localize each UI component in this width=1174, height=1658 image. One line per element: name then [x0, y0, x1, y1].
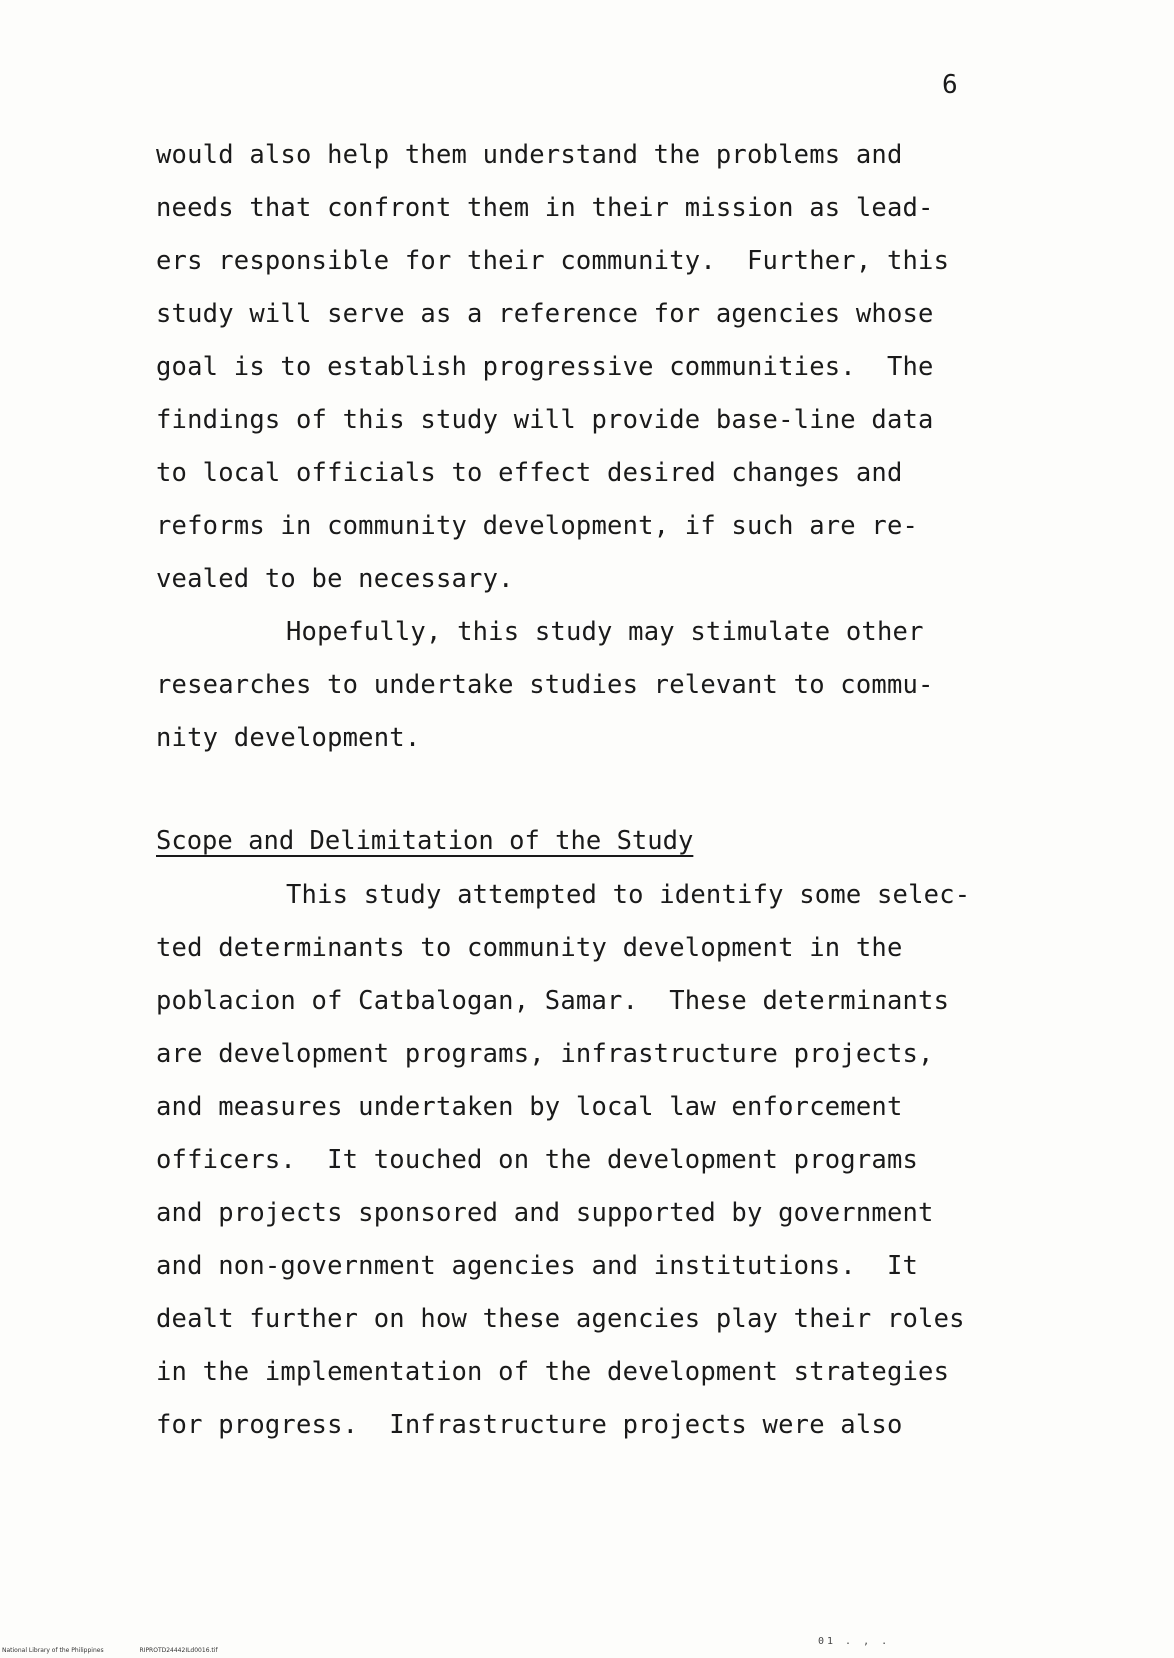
- text-line: poblacion of Catbalogan, Samar. These determinants: [156, 986, 950, 1016]
- text-line: findings of this study will provide base-line data: [156, 405, 934, 435]
- library-name: National Library of the Philippines: [2, 1647, 104, 1654]
- text-line: Hopefully, this study may stimulate other: [286, 617, 924, 647]
- text-line: reforms in community development, if such are re-: [156, 511, 919, 541]
- text-line: dealt further on how these agencies play their roles: [156, 1304, 965, 1334]
- file-code: RIPROTD24442ILd0016.tif: [139, 1647, 218, 1654]
- text-line: study will serve as a reference for agencies whose: [156, 299, 934, 329]
- footer-mark: 01 . , .: [818, 1636, 891, 1647]
- text-line: researches to undertake studies relevant to commu-: [156, 670, 934, 700]
- page-number: 6: [942, 70, 958, 100]
- text-line: in the implementation of the development strategies: [156, 1357, 950, 1387]
- text-line: This study attempted to identify some selec-: [286, 880, 971, 910]
- text-line: and measures undertaken by local law enforcement: [156, 1092, 903, 1122]
- text-line: needs that confront them in their mission as lead-: [156, 193, 934, 223]
- text-line: are development programs, infrastructure projects,: [156, 1039, 934, 1069]
- text-line: vealed to be necessary.: [156, 564, 514, 594]
- text-line: and projects sponsored and supported by government: [156, 1198, 934, 1228]
- text-line: ted determinants to community development in the: [156, 933, 903, 963]
- text-line: to local officials to effect desired changes and: [156, 458, 903, 488]
- text-line: goal is to establish progressive communities. The: [156, 352, 934, 382]
- text-line: for progress. Infrastructure projects were also: [156, 1410, 903, 1440]
- footer-archive-label: [2, 1647, 218, 1654]
- section-heading: Scope and Delimitation of the Study: [156, 826, 694, 856]
- text-line: would also help them understand the problems and: [156, 140, 903, 170]
- text-line: officers. It touched on the development programs: [156, 1145, 919, 1175]
- text-line: ers responsible for their community. Further, this: [156, 246, 950, 276]
- text-line: and non-government agencies and institutions. It: [156, 1251, 919, 1281]
- text-line: nity development.: [156, 723, 421, 753]
